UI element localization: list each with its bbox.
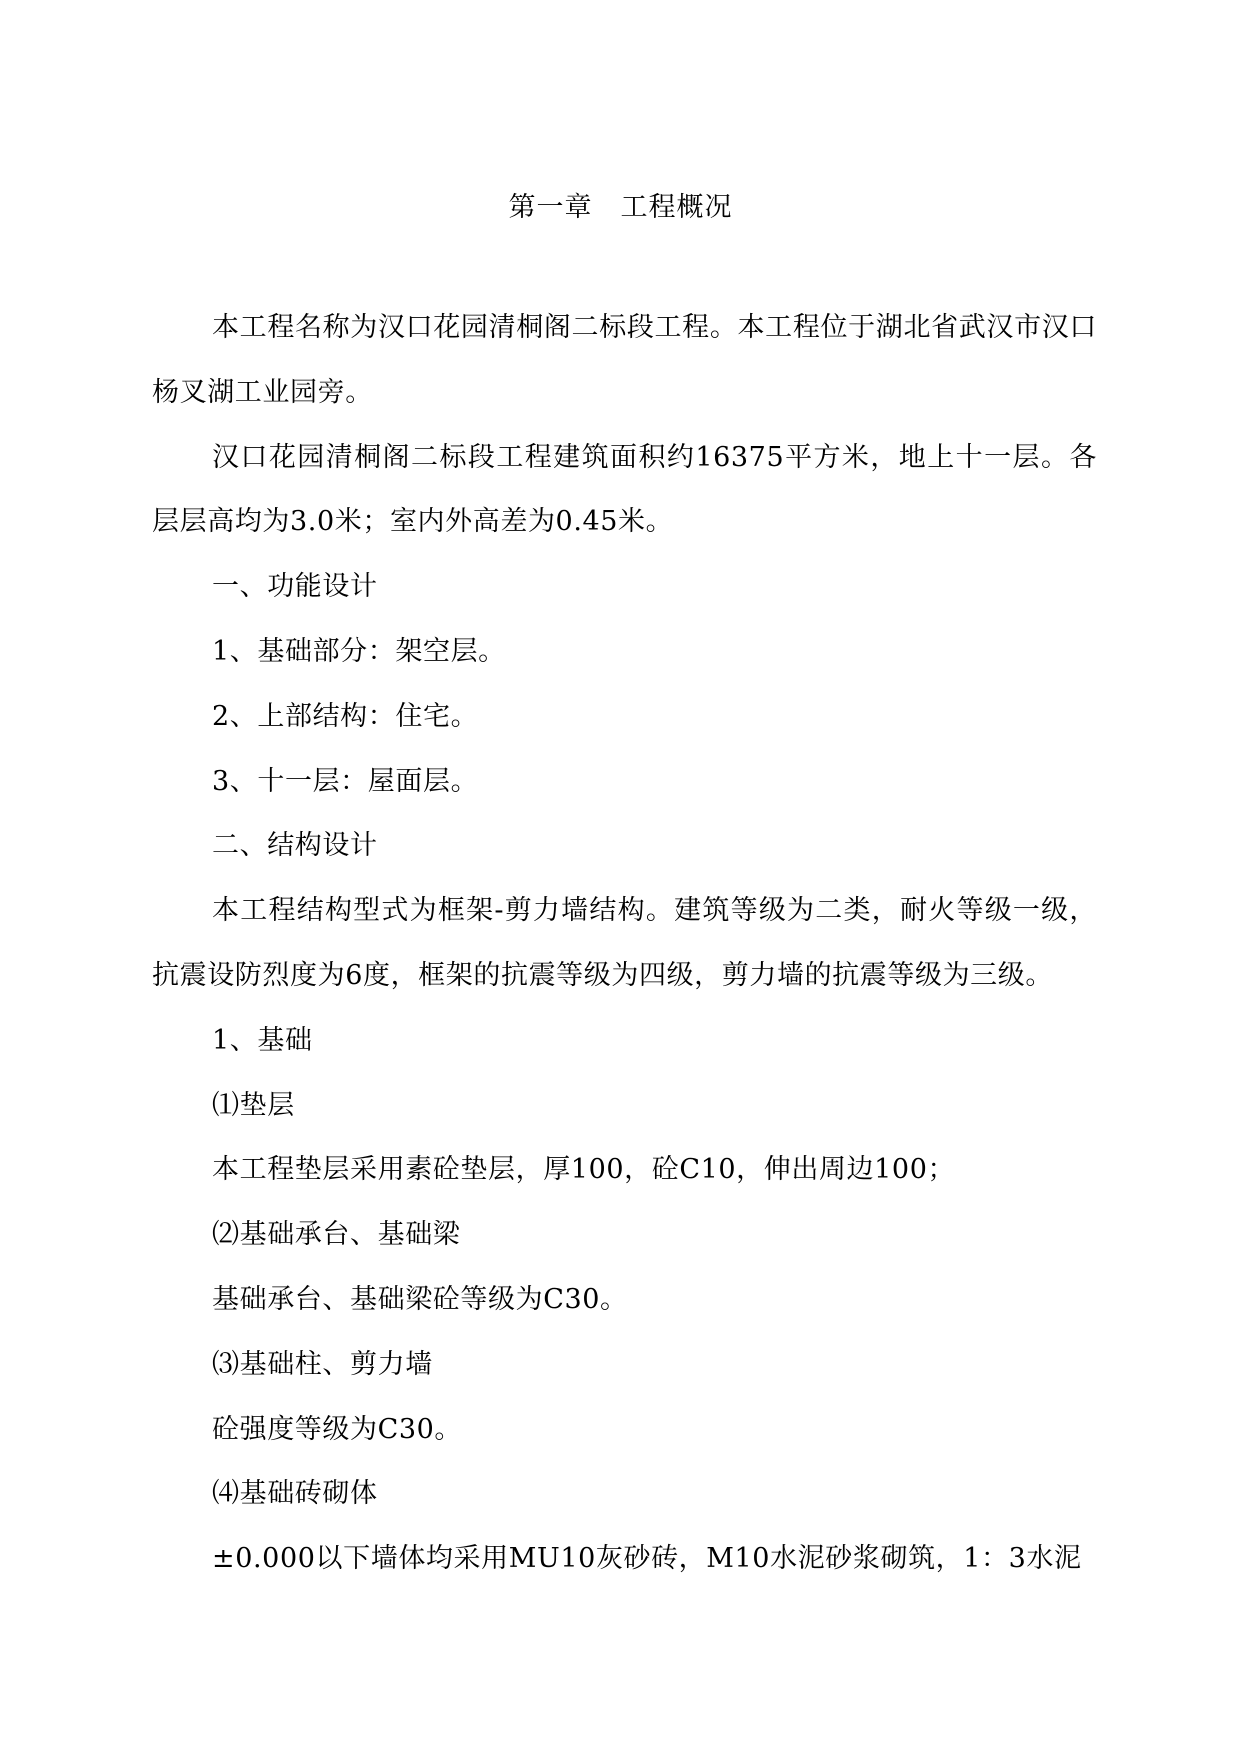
paragraph-concrete-grade: 砼强度等级为C30。 [212, 1413, 463, 1445]
heading-structural-design: 二、结构设计 [212, 830, 378, 862]
paragraph-pile-cap-beam: 基础承台、基础梁砼等级为C30。 [212, 1283, 628, 1315]
paragraph-building-area: 汉口花园清桐阁二标段工程建筑面积约16375平方米，地上十一层。各层层高均为3.0米；室内外高差为0.45米。 [152, 441, 1097, 538]
list-item-eleventh-floor: 3、十一层：屋面层。 [212, 765, 479, 797]
heading-foundation: 1、基础 [212, 1024, 313, 1056]
subheading-masonry: ⑷基础砖砌体 [212, 1478, 378, 1510]
subheading-pile-cap-beam: ⑵基础承台、基础梁 [212, 1219, 461, 1251]
chapter-title: 第一章 工程概况 [508, 192, 733, 223]
paragraph-masonry: ±0.000以下墙体均采用MU10灰砂砖，M10水泥砂浆砌筑，1：3水泥 [212, 1543, 1082, 1575]
list-item-foundation-part: 1、基础部分：架空层。 [212, 635, 506, 667]
paragraph-cushion: 本工程垫层采用素砼垫层，厚100，砼C10，伸出周边100； [212, 1154, 956, 1186]
paragraph-project-name: 本工程名称为汉口花园清桐阁二标段工程。本工程位于湖北省武汉市汉口杨叉湖工业园旁。 [152, 312, 1097, 408]
list-item-upper-structure: 2、上部结构：住宅。 [212, 700, 479, 732]
paragraph-structure-type: 本工程结构型式为框架-剪力墙结构。建筑等级为二类，耐火等级一级，抗震设防烈度为6度，框架的抗震等级为四级，剪力墙的抗震等级为三级。 [152, 895, 1097, 991]
heading-functional-design: 一、功能设计 [212, 571, 378, 603]
subheading-column-shear-wall: ⑶基础柱、剪力墙 [212, 1348, 433, 1380]
document-body [152, 296, 1097, 1592]
subheading-cushion: ⑴垫层 [212, 1089, 295, 1121]
